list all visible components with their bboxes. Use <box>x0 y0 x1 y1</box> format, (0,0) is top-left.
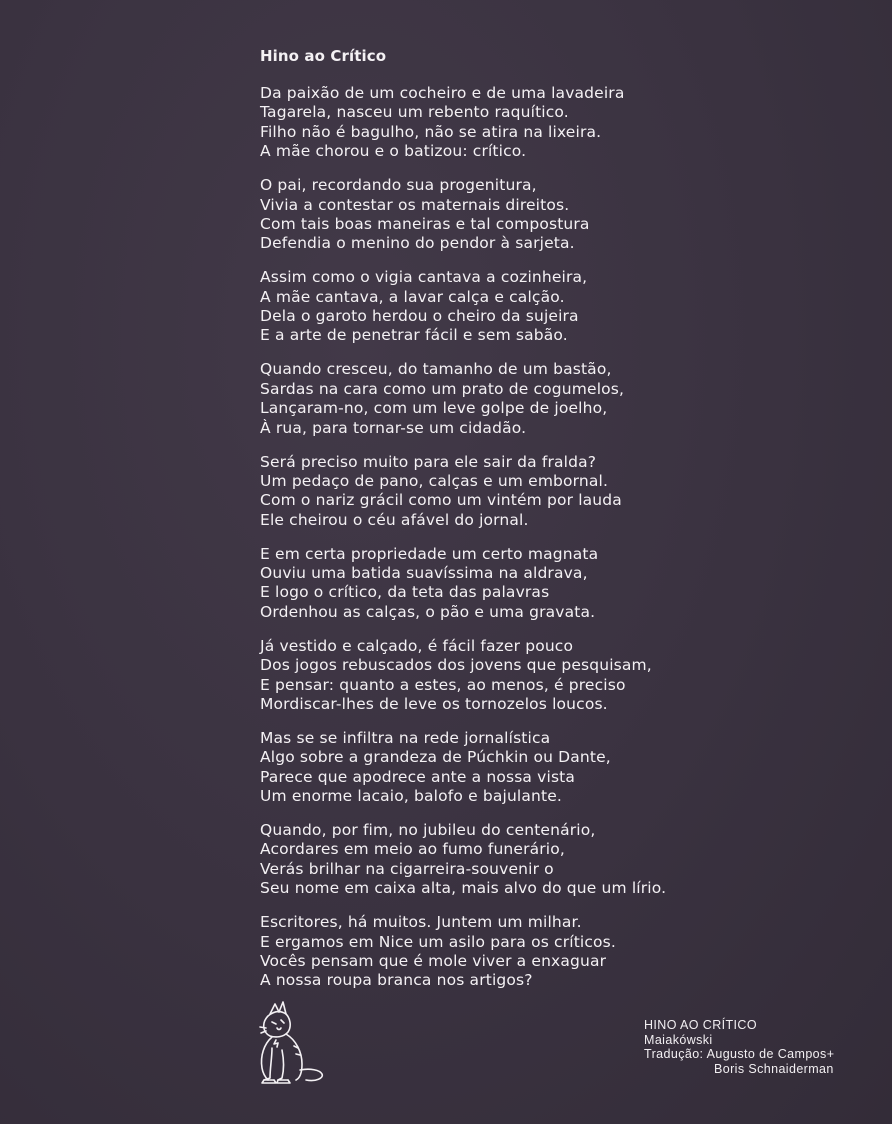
poem-line: Um enorme lacaio, balofo e bajulante. <box>260 787 562 806</box>
poem-line: Assim como o vigia cantava a cozinheira, <box>260 268 588 287</box>
poem-line: E a arte de penetrar fácil e sem sabão. <box>260 326 568 345</box>
poem-line: Mordiscar-lhes de leve os tornozelos loucos. <box>260 694 608 713</box>
stanza-5 <box>260 453 860 531</box>
poem-line: Dela o garoto herdou o cheiro da sujeira <box>260 307 579 326</box>
poem-line: Da paixão de um cocheiro e de uma lavadeira <box>260 84 625 102</box>
poem-line: Quando cresceu, do tamanho de um bastão, <box>260 360 612 379</box>
poem-line: Lançaram-no, com um leve golpe de joelho, <box>260 399 608 418</box>
poem-line: Vivia a contestar os maternais direitos. <box>260 195 570 214</box>
poem-line: Verás brilhar na cigarreira-souvenir o <box>260 859 554 878</box>
poem-line: A nossa roupa branca nos artigos? <box>260 971 533 990</box>
poem-line: Já vestido e calçado, é fácil fazer pouco <box>260 636 574 655</box>
stanza-7 <box>260 637 860 715</box>
poem-line: Sardas na cara como um prato de cogumelos, <box>260 379 625 398</box>
poem-line: Ordenhou as calças, o pão e uma gravata. <box>260 602 596 621</box>
poem-line: Acordares em meio ao fumo funerário, <box>260 840 565 859</box>
stanza-1 <box>260 84 860 162</box>
poem-line: A mãe chorou e o batizou: crítico. <box>260 142 527 161</box>
poem-title: Hino ao Crítico <box>260 47 387 65</box>
poem-line: E ergamos em Nice um asilo para os críticos. <box>260 932 616 951</box>
poem-line: Ouviu uma batida suavíssima na aldrava, <box>260 564 588 583</box>
poem-line: Vocês pensam que é mole viver a enxaguar <box>260 951 607 970</box>
poem-line: À rua, para tornar-se um cidadão. <box>260 418 527 437</box>
stanza-9 <box>260 821 860 899</box>
stanza-3 <box>260 268 860 346</box>
stanza-10 <box>260 913 860 991</box>
poem-line: E pensar: quanto a estes, ao menos, é preciso <box>260 675 626 694</box>
poem-line: Ele cheirou o céu afável do jornal. <box>260 510 529 529</box>
poem-line: Mas se se infiltra na rede jornalística <box>260 728 551 747</box>
cat-drawing-icon <box>250 1000 330 1086</box>
poem-line: Seu nome em caixa alta, mais alvo do que um lírio. <box>260 879 667 898</box>
stanza-4 <box>260 360 860 438</box>
poem-line: Tagarela, nasceu um rebento raquítico. <box>260 103 569 122</box>
stanza-6 <box>260 545 860 623</box>
poem-line: E logo o crítico, da teta das palavras <box>260 583 550 602</box>
poem-line: Filho não é bagulho, não se atira na lixeira. <box>260 122 602 141</box>
poem-line: Dos jogos rebuscados dos jovens que pesquisam, <box>260 656 652 675</box>
poem-line: O pai, recordando sua progenitura, <box>260 176 537 195</box>
credits-author: Maiakówski <box>644 1032 713 1047</box>
poem-line: Será preciso muito para ele sair da fralda? <box>260 452 597 471</box>
poem-line: Um pedaço de pano, calças e um embornal. <box>260 471 609 490</box>
poem-line: Com o nariz grácil como um vintém por lauda <box>260 491 622 510</box>
poem-line: Algo sobre a grandeza de Púchkin ou Dante, <box>260 748 611 767</box>
poem-line: E em certa propriedade um certo magnata <box>260 544 599 563</box>
poem-line: Parece que apodrece ante a nossa vista <box>260 767 576 786</box>
translator-1: Augusto de Campos <box>706 1047 827 1061</box>
poem-line: Escritores, há muitos. Juntem um milhar. <box>260 913 582 932</box>
credits <box>644 1018 834 1076</box>
credits-title: HINO AO CRÍTICO <box>644 1018 757 1032</box>
stanza-8 <box>260 729 860 807</box>
translation-label: Tradução: <box>644 1047 704 1061</box>
credits-translation-row <box>644 1047 834 1062</box>
poem-line: A mãe cantava, a lavar calça e calção. <box>260 287 565 306</box>
poem-line: Com tais boas maneiras e tal compostura <box>260 214 590 233</box>
stanza-2 <box>260 176 860 254</box>
plus-sign: + <box>826 1047 835 1061</box>
poem <box>260 46 860 1005</box>
poem-line: Quando, por fim, no jubileu do centenário, <box>260 821 596 839</box>
poem-line: Defendia o menino do pendor à sarjeta. <box>260 234 575 253</box>
translator-2: Boris Schnaiderman <box>714 1061 834 1076</box>
